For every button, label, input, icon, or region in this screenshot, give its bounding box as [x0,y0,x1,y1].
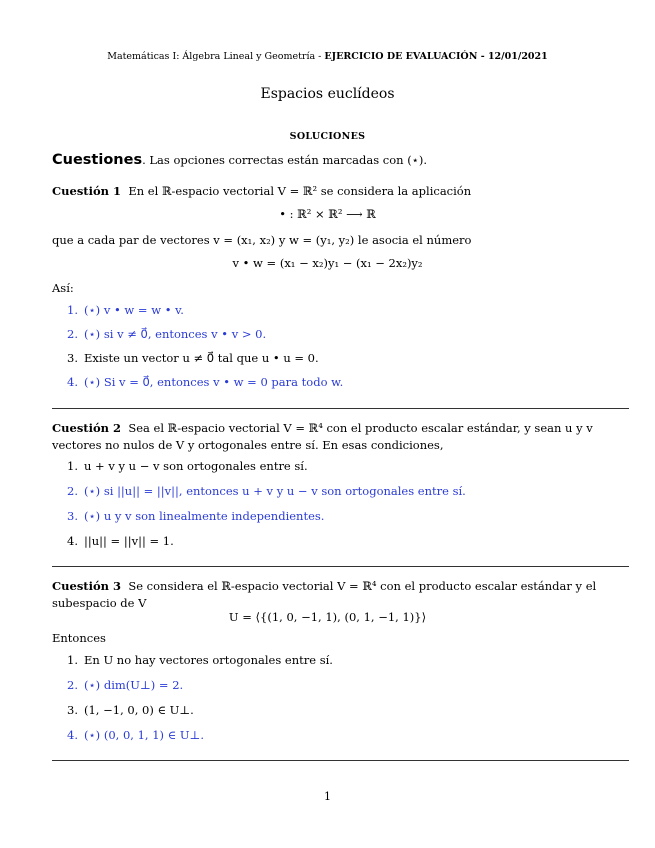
option-text: (1, −1, 0, 0) ∈ U⊥. [84,703,194,717]
q1-option-1 [67,303,184,317]
q1-label: Cuestión 1 [52,184,122,198]
q1-option-4 [67,375,343,389]
option-text: (⋆) dim(U⊥) = 2. [84,678,184,692]
q2-statement [52,420,630,454]
option-number: 3. [67,509,78,523]
q1-statement [52,183,630,200]
option-number: 2. [67,327,78,341]
intro-text: . Las opciones correctas están marcadas con (⋆). [142,153,428,167]
course-name: Matemáticas I: Álgebra Lineal y Geometría - [107,51,325,62]
option-text: (⋆) Si v = 0⃗, entonces v • w = 0 para todo w. [84,375,344,389]
option-text: (⋆) (0, 0, 1, 1) ∈ U⊥. [84,728,204,742]
page-number: 1 [324,790,331,803]
document-title: Espacios euclídeos [260,86,395,102]
divider [52,408,629,409]
option-number: 3. [67,351,78,365]
option-number: 4. [67,728,78,742]
q1-lead: Así: [52,281,74,295]
q3-formula: U = ⟨{(1, 0, −1, 1), (0, 1, −1, 1)}⟩ [228,610,427,624]
option-text: (⋆) si ||u|| = ||v||, entonces u + v y u − v son ortogonales entre sí. [84,484,466,498]
option-text: u + v y u − v son ortogonales entre sí. [84,459,308,473]
q3-option-4 [67,728,204,742]
intro-heading: Cuestiones [52,152,143,168]
section-heading: SOLUCIONES [289,131,366,142]
option-text: ||u|| = ||v|| = 1. [84,534,174,548]
q2-option-3 [67,509,324,523]
q3-statement-text: Se considera el ℝ-espacio vectorial V = ℝ⁴ con el producto escalar estándar y el subespacio de V [52,579,597,610]
q1-map: • : ℝ² × ℝ² ⟶ ℝ [279,207,376,221]
exam-title: EJERCICIO DE EVALUACIÓN - 12/01/2021 [324,51,548,62]
intro-line [52,152,427,168]
q3-option-3 [67,703,194,717]
option-text: Existe un vector u ≠ 0⃗ tal que u • u = 0. [84,351,319,365]
page-header [0,51,655,62]
option-number: 1. [67,459,78,473]
option-number: 3. [67,703,78,717]
q3-label: Cuestión 3 [52,579,122,593]
q2-statement-text: Sea el ℝ-espacio vectorial V = ℝ⁴ con el producto escalar estándar, y sean u y v vectores no nulos de V y ortogonales entre sí. En esas condiciones, [52,421,593,452]
q2-option-1 [67,459,308,473]
q3-statement [52,578,630,612]
q2-label: Cuestión 2 [52,421,122,435]
option-number: 2. [67,678,78,692]
q1-statement-text: En el ℝ-espacio vectorial V = ℝ² se considera la aplicación [128,184,472,198]
divider [52,760,629,761]
option-text: (⋆) u y v son linealmente independientes. [84,509,325,523]
option-number: 4. [67,534,78,548]
q3-option-1 [67,653,333,667]
q2-option-4 [67,534,174,548]
option-number: 2. [67,484,78,498]
q1-option-3 [67,351,319,365]
q3-option-2 [67,678,183,692]
q1-formula: v • w = (x₁ − x₂)y₁ − (x₁ − 2x₂)y₂ [232,256,423,270]
option-number: 4. [67,375,78,389]
q1-statement-2: que a cada par de vectores v = (x₁, x₂) y w = (y₁, y₂) le asocia el número [52,233,472,247]
option-number: 1. [67,653,78,667]
q1-option-2 [67,327,266,341]
divider [52,566,629,567]
option-number: 1. [67,303,78,317]
option-text: (⋆) si v ≠ 0⃗, entonces v • v > 0. [84,327,267,341]
q3-lead: Entonces [52,631,106,645]
option-text: En U no hay vectores ortogonales entre sí. [84,653,333,667]
q2-option-2 [67,484,466,498]
option-text: (⋆) v • w = w • v. [84,303,184,317]
